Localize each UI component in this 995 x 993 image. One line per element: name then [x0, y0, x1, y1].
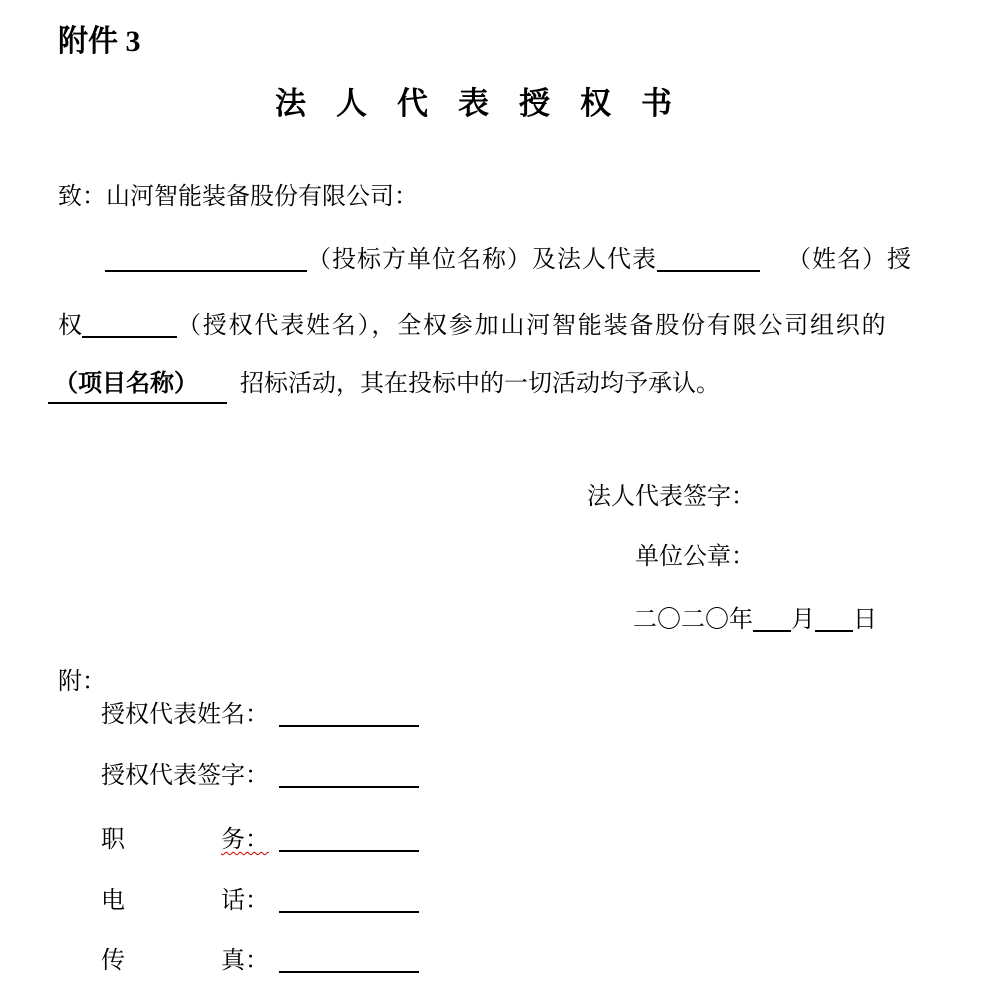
date-year-text: 二〇二〇年 [633, 607, 753, 633]
document-title: 法人代表授权书 [275, 86, 702, 121]
phone-fill-blank[interactable] [279, 893, 419, 913]
authorize-prefix: 权 [58, 313, 82, 339]
appendix-label-start: 授权代表姓名： [101, 702, 269, 728]
name-note: （姓名）授 [787, 247, 912, 273]
company-seal-label: 单位公章： [635, 544, 755, 570]
date-day-blank[interactable] [815, 612, 853, 632]
body-paragraph-line-3 [48, 369, 720, 404]
appendix-row-label [101, 825, 269, 855]
authorized-rep-name-blank[interactable] [82, 318, 177, 338]
appendix-label-start: 传 [101, 948, 125, 974]
appendix-row-rep-signature [101, 761, 419, 791]
appendix-label-start: 授权代表签字： [101, 763, 269, 789]
bidder-company-note: （投标方单位名称）及法人代表 [307, 247, 657, 273]
fax-fill-blank[interactable] [279, 953, 419, 973]
appendix-row-rep-name [101, 700, 419, 730]
body-paragraph-line-1 [105, 245, 912, 275]
body-paragraph-line-2 [58, 311, 887, 341]
appendix-label-end-spellcheck: 务： [221, 827, 269, 853]
appendix-row-position [101, 825, 419, 855]
appendix-row-label [101, 700, 269, 730]
bidder-company-name-blank[interactable] [105, 252, 307, 272]
appendix-row-label [101, 761, 269, 791]
date-day-label: 日 [853, 607, 877, 633]
date-month-blank[interactable] [753, 612, 791, 632]
appendix-label-start: 电 [101, 888, 125, 914]
legal-rep-signature-label: 法人代表签字： [587, 484, 755, 510]
appendix-label-end: 真： [221, 948, 269, 974]
rep-name-fill-blank[interactable] [279, 707, 419, 727]
authorization-text: （授权代表姓名），全权参加山河智能装备股份有限公司组织的 [177, 313, 888, 339]
salutation-line: 致：山河智能装备股份有限公司： [58, 184, 418, 210]
attachment-number-label: 附件 3 [58, 25, 141, 58]
appendix-label-end: 话： [221, 888, 269, 914]
date-line [633, 605, 877, 635]
appendix-heading: 附： [58, 669, 106, 695]
appendix-row-label [101, 946, 269, 976]
bidding-activity-text: 招标活动，其在投标中的一切活动均予承认。 [240, 371, 720, 397]
project-name-blank[interactable]: （项目名称） [48, 369, 227, 404]
date-month-label: 月 [791, 607, 815, 633]
position-fill-blank[interactable] [279, 832, 419, 852]
appendix-row-phone [101, 886, 419, 916]
appendix-row-fax [101, 946, 419, 976]
appendix-row-label [101, 886, 269, 916]
appendix-label-start: 职 [101, 827, 125, 853]
legal-rep-name-blank[interactable] [657, 252, 760, 272]
rep-signature-fill-blank[interactable] [279, 768, 419, 788]
